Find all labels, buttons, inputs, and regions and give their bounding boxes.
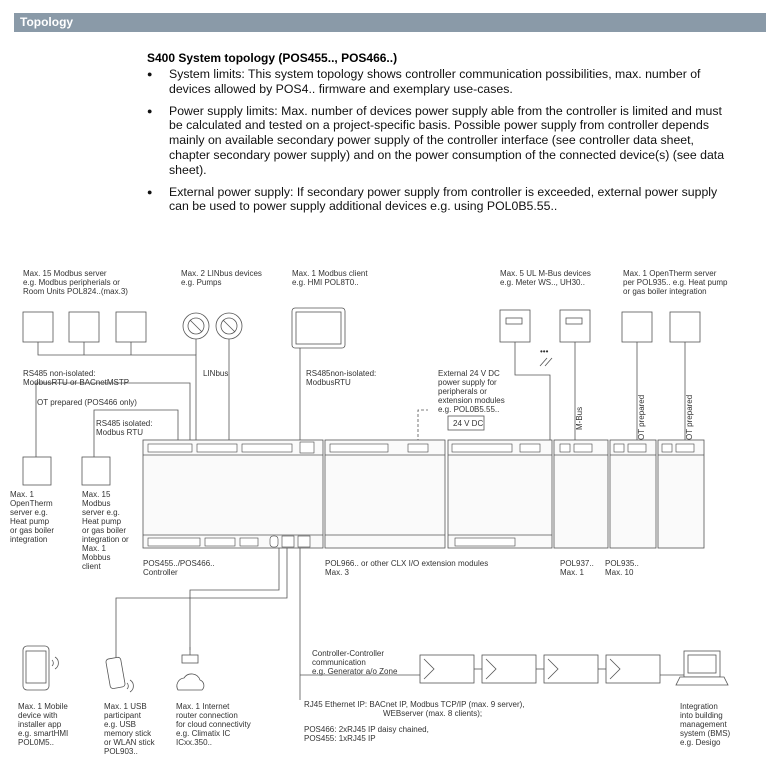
svg-text:router connection: router connection xyxy=(176,711,238,720)
svg-text:management: management xyxy=(680,720,727,729)
svg-text:integration or: integration or xyxy=(82,535,129,544)
svg-text:POL935..: POL935.. xyxy=(605,559,639,568)
meter-icon-2 xyxy=(560,310,590,342)
controller-chain xyxy=(420,655,660,683)
svg-text:Max. 1 USB: Max. 1 USB xyxy=(104,702,147,711)
extension-module xyxy=(325,440,445,548)
svg-text:POL937..: POL937.. xyxy=(560,559,594,568)
opentherm-device-2 xyxy=(670,312,700,342)
svg-text:Heat pump: Heat pump xyxy=(82,517,122,526)
label-internet xyxy=(176,702,251,747)
svg-text:e.g. USB: e.g. USB xyxy=(104,720,137,729)
usb-stick-icon xyxy=(106,657,134,692)
svg-text:device with: device with xyxy=(18,711,58,720)
svg-text:POS455../POS466..: POS455../POS466.. xyxy=(143,559,215,568)
svg-text:into building: into building xyxy=(680,711,723,720)
svg-text:e.g. Pumps: e.g. Pumps xyxy=(181,278,222,287)
svg-text:installer app: installer app xyxy=(18,720,62,729)
label-modbus-server-top xyxy=(23,269,128,296)
hmi-icon xyxy=(292,308,345,348)
svg-text:client: client xyxy=(82,562,101,571)
svg-text:Modbus RTU: Modbus RTU xyxy=(96,428,143,437)
label-usb xyxy=(104,702,156,756)
label-external-power xyxy=(438,369,505,414)
mobile-device-icon xyxy=(23,646,58,690)
svg-text:or gas boiler: or gas boiler xyxy=(10,526,55,535)
label-left-opentherm xyxy=(10,490,54,544)
label-extension xyxy=(325,559,488,577)
svg-text:system (BMS): system (BMS) xyxy=(680,729,731,738)
pump-icon-1 xyxy=(183,313,209,339)
svg-text:Max. 1: Max. 1 xyxy=(82,544,107,553)
label-daisy-chain xyxy=(304,725,429,743)
svg-text:RS485 non-isolated:: RS485 non-isolated: xyxy=(23,369,96,378)
svg-text:Max. 10: Max. 10 xyxy=(605,568,634,577)
svg-text:memory stick: memory stick xyxy=(104,729,152,738)
section-title: Topology xyxy=(20,15,74,29)
bullet-system-limits: ● System limits: This system topology shows controller communication possibilities, max. number of devices allowed by POS4.. firmware and exemplary use-cases. xyxy=(147,67,737,97)
label-ot-prepared-2: OT prepared xyxy=(685,394,694,440)
svg-text:Room Units POL824..(max.3): Room Units POL824..(max.3) xyxy=(23,287,128,296)
mbus-dots: ••• xyxy=(540,347,549,356)
svg-text:participant: participant xyxy=(104,711,141,720)
svg-text:Max. 3: Max. 3 xyxy=(325,568,350,577)
label-mobile xyxy=(18,702,68,747)
page-heading: S400 System topology (POS455.., POS466..) xyxy=(147,51,398,65)
bullet-power-supply-limits: ● Power supply limits: Max. number of devices power supply able from the controller is limited and must be calculated and tested on a project-specific basis. Possible power supply from controller depends mainly on available secondary power supply of the controller interface (see controller data sheet, chapter secondary power supply) and on the power consumption of the connected device(s) (see data sheet). xyxy=(147,104,737,178)
label-modbus-client-top xyxy=(292,269,368,287)
modbus-device-2 xyxy=(69,312,99,342)
svg-text:Heat pump: Heat pump xyxy=(10,517,50,526)
label-rs485-nonisolated xyxy=(23,369,129,387)
bullet-external-power-supply: ● External power supply: If secondary power supply from controller is exceeded, external power supply can be used to power supply additional devices e.g. using POL0B5.55.. xyxy=(147,185,737,215)
svg-text:Max. 2 LINbus devices: Max. 2 LINbus devices xyxy=(181,269,262,278)
svg-text:e.g. POL0B5.55..: e.g. POL0B5.55.. xyxy=(438,405,500,414)
svg-text:e.g. Meter WS.., UH30..: e.g. Meter WS.., UH30.. xyxy=(500,278,585,287)
extension-module-2 xyxy=(448,440,552,548)
svg-text:e.g. Desigo: e.g. Desigo xyxy=(680,738,721,747)
svg-text:Max. 1: Max. 1 xyxy=(560,568,585,577)
svg-text:or gas boiler: or gas boiler xyxy=(82,526,127,535)
svg-text:Mobbus: Mobbus xyxy=(82,553,111,562)
svg-text:server e.g.: server e.g. xyxy=(82,508,120,517)
svg-text:ICxx.350..: ICxx.350.. xyxy=(176,738,213,747)
label-pol935 xyxy=(605,559,639,577)
svg-text:power supply for: power supply for xyxy=(438,378,497,387)
svg-text:integration: integration xyxy=(10,535,48,544)
svg-text:Max. 15: Max. 15 xyxy=(82,490,111,499)
pol935-module-1 xyxy=(610,440,656,548)
svg-text:ModbusRTU or BACnetMSTP: ModbusRTU or BACnetMSTP xyxy=(23,378,130,387)
svg-text:e.g. Generator a/o Zone: e.g. Generator a/o Zone xyxy=(312,667,398,676)
label-linbus: LINbus xyxy=(203,369,229,378)
svg-text:per POL935.. e.g. Heat pump: per POL935.. e.g. Heat pump xyxy=(623,278,728,287)
svg-text:POS466: 2xRJ45 IP daisy chaine: POS466: 2xRJ45 IP daisy chained, xyxy=(304,725,429,734)
label-controller xyxy=(143,559,215,577)
svg-text:Modbus: Modbus xyxy=(82,499,111,508)
svg-text:or WLAN stick: or WLAN stick xyxy=(104,738,155,747)
svg-text:peripherals or: peripherals or xyxy=(438,387,487,396)
svg-text:server e.g.: server e.g. xyxy=(10,508,48,517)
svg-text:e.g. Climatix IC: e.g. Climatix IC xyxy=(176,729,231,738)
svg-text:POL903..: POL903.. xyxy=(104,747,138,756)
label-rs485-isolated xyxy=(96,419,152,437)
opentherm-server-device xyxy=(23,457,51,485)
svg-text:WEBserver (max. 8 clients);: WEBserver (max. 8 clients); xyxy=(383,709,483,718)
svg-text:RS485non-isolated:: RS485non-isolated: xyxy=(306,369,377,378)
svg-text:OpenTherm: OpenTherm xyxy=(10,499,53,508)
pol937-module xyxy=(554,440,608,548)
controller-module xyxy=(143,440,323,548)
svg-text:POL966.. or other CLX I/O exte: POL966.. or other CLX I/O extension modules xyxy=(325,559,489,568)
meter-icon-1 xyxy=(500,310,530,342)
pump-icon-2 xyxy=(216,313,242,339)
label-bms xyxy=(680,702,731,747)
svg-text:extension modules: extension modules xyxy=(438,396,505,405)
label-mbus-top xyxy=(500,269,591,287)
modbus-server-device xyxy=(82,457,110,485)
svg-text:Controller-Controller: Controller-Controller xyxy=(312,649,385,658)
label-24v-dc: 24 V DC xyxy=(453,419,484,428)
modbus-device-3 xyxy=(116,312,146,342)
svg-text:Controller: Controller xyxy=(143,568,178,577)
svg-text:for cloud connectivity: for cloud connectivity xyxy=(176,720,251,729)
svg-text:e.g. Modbus peripherials or: e.g. Modbus peripherials or xyxy=(23,278,120,287)
svg-text:e.g. smartHMI: e.g. smartHMI xyxy=(18,729,69,738)
opentherm-device-1 xyxy=(622,312,652,342)
svg-text:RS485 isolated:: RS485 isolated: xyxy=(96,419,153,428)
svg-text:POS455: 1xRJ45 IP: POS455: 1xRJ45 IP xyxy=(304,734,376,743)
label-m-bus: M-Bus xyxy=(575,406,584,430)
svg-text:Integration: Integration xyxy=(680,702,718,711)
svg-text:Max. 15 Modbus server: Max. 15 Modbus server xyxy=(23,269,107,278)
svg-text:POL0M5..: POL0M5.. xyxy=(18,738,55,747)
svg-text:Max. 1 OpenTherm server: Max. 1 OpenTherm server xyxy=(623,269,717,278)
svg-text:ModbusRTU: ModbusRTU xyxy=(306,378,351,387)
svg-text:External 24 V DC: External 24 V DC xyxy=(438,369,500,378)
label-ot-prepared-1: OT prepared xyxy=(637,394,646,440)
svg-text:Max. 1 Modbus client: Max. 1 Modbus client xyxy=(292,269,368,278)
label-rj45 xyxy=(304,700,525,718)
svg-text:Max. 5 UL M-Bus devices: Max. 5 UL M-Bus devices xyxy=(500,269,591,278)
label-opentherm-top xyxy=(623,269,728,296)
modbus-device-1 xyxy=(23,312,53,342)
svg-text:or gas boiler integration: or gas boiler integration xyxy=(623,287,707,296)
label-rs485-modbus xyxy=(306,369,376,387)
label-left-modbus xyxy=(82,490,129,571)
label-pol937 xyxy=(560,559,594,577)
svg-text:communication: communication xyxy=(312,658,366,667)
svg-text:Max. 1 Internet: Max. 1 Internet xyxy=(176,702,230,711)
pol935-module-2 xyxy=(658,440,704,548)
svg-text:Max. 1: Max. 1 xyxy=(10,490,35,499)
bms-laptop-icon xyxy=(676,651,728,685)
svg-text:RJ45 Ethernet IP: BACnet IP, M: RJ45 Ethernet IP: BACnet IP, Modbus TCP/IP (max. 9 server), xyxy=(304,700,525,709)
svg-text:Max. 1 Mobile: Max. 1 Mobile xyxy=(18,702,68,711)
label-linbus-top xyxy=(181,269,262,287)
svg-text:e.g. HMI POL8T0..: e.g. HMI POL8T0.. xyxy=(292,278,359,287)
router-cloud-icon xyxy=(177,647,204,690)
label-ot-prepared-pos466: OT prepared (POS466 only) xyxy=(37,398,137,407)
label-controller-comm xyxy=(312,649,398,676)
